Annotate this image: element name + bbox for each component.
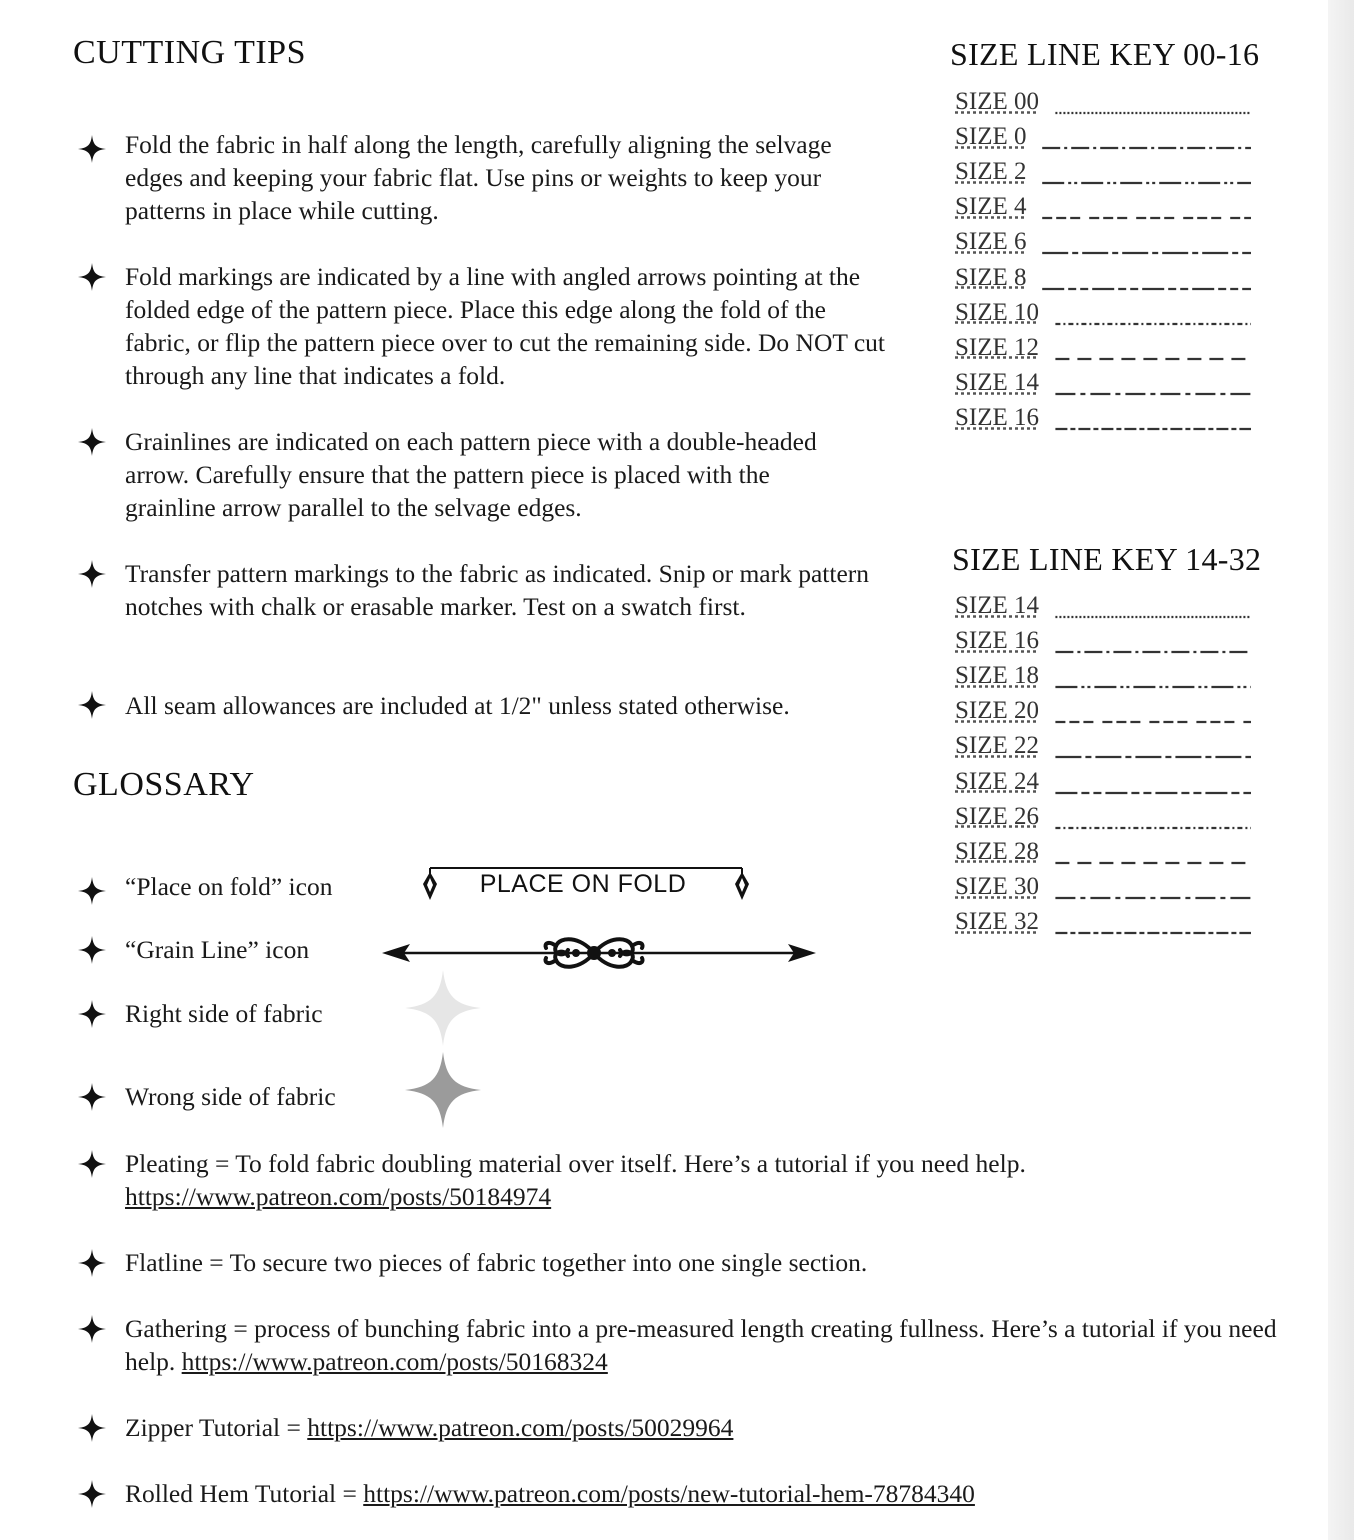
sparkle-bullet-icon	[77, 1479, 107, 1509]
term-text: Zipper Tutorial =	[125, 1413, 308, 1442]
size-key-title: SIZE LINE KEY 00-16	[950, 36, 1260, 72]
size-line-label: SIZE 18	[955, 662, 1040, 690]
size-line-label: SIZE 28	[955, 837, 1040, 865]
glossary-label: “Place on fold” icon	[125, 872, 333, 901]
size-line-label: SIZE 22	[955, 732, 1040, 760]
size-line-row	[955, 191, 1255, 226]
sparkle-bullet-icon	[77, 935, 107, 965]
sparkle-bullet-icon	[77, 690, 107, 720]
size-line-row	[955, 766, 1255, 801]
cutting-tip: Grainlines are indicated on each pattern piece with a double-headed arrow. Carefully ensure that the pattern piece is placed with the grainline arrow parallel to the selvage edges.	[125, 427, 817, 522]
glossary-term	[125, 1147, 1135, 1213]
size-line-label: SIZE 12	[955, 333, 1040, 361]
sparkle-bullet-icon	[77, 262, 107, 292]
size-line-row	[955, 801, 1255, 836]
size-line-label: SIZE 24	[955, 767, 1040, 795]
glossary-term	[125, 1312, 1285, 1378]
size-line-row	[955, 262, 1255, 297]
size-key-title: SIZE LINE KEY 14-32	[952, 541, 1262, 577]
pleating-tutorial-link[interactable]: https://www.patreon.com/posts/50184974	[125, 1182, 552, 1211]
size-line-row	[955, 297, 1255, 332]
size-line-row	[955, 660, 1255, 695]
sparkle-bullet-icon	[77, 427, 107, 457]
sparkle-bullet-icon	[77, 1082, 107, 1112]
size-line-label: SIZE 20	[955, 697, 1040, 725]
term-text: Pleating = To fold fabric doubling material over itself. Here’s a tutorial if you need help.	[125, 1149, 1026, 1178]
rolled-hem-tutorial-link[interactable]: https://www.patreon.com/posts/new-tutorial-hem-78784340	[363, 1479, 975, 1508]
cutting-tip: Fold the fabric in half along the length, carefully aligning the selvage edges and keeping your fabric flat. Use pins or weights to keep your patterns in place while cutting.	[125, 130, 832, 225]
right-side-fabric-star-icon	[405, 970, 481, 1046]
size-line-label: SIZE 6	[955, 228, 1027, 256]
size-line-label: SIZE 30	[955, 872, 1040, 900]
sparkle-bullet-icon	[77, 134, 107, 164]
place-on-fold-icon	[418, 856, 758, 916]
term-text: Gathering = process of bunching fabric into a pre-measured length creating fullness. Here’s a tutorial if you need help.	[125, 1314, 1277, 1376]
sparkle-bullet-icon	[77, 1149, 107, 1179]
size-line-row	[955, 906, 1255, 941]
place-on-fold-text: PLACE ON FOLD	[479, 870, 687, 898]
size-line-row	[955, 695, 1255, 730]
size-line-row	[955, 730, 1255, 765]
size-line-row	[955, 226, 1255, 261]
size-line-label: SIZE 2	[955, 158, 1027, 186]
glossary-term	[125, 1411, 1275, 1444]
scrollbar[interactable]	[1328, 0, 1354, 1540]
zipper-tutorial-link[interactable]: https://www.patreon.com/posts/50029964	[307, 1413, 734, 1442]
size-line-key-list	[955, 590, 1255, 942]
glossary-title: GLOSSARY	[73, 766, 255, 803]
size-line-label: SIZE 14	[955, 368, 1040, 396]
size-line-row	[955, 871, 1255, 906]
glossary-term: Flatline = To secure two pieces of fabric together into one single section.	[125, 1248, 868, 1277]
glossary-term	[125, 1477, 1275, 1510]
sparkle-bullet-icon	[77, 1314, 107, 1344]
sparkle-bullet-icon	[77, 876, 107, 906]
glossary-label: Right side of fabric	[125, 999, 323, 1028]
cutting-tip: Transfer pattern markings to the fabric as indicated. Snip or mark pattern notches with chalk or erasable marker. Test on a swatch first.	[125, 559, 870, 621]
gathering-tutorial-link[interactable]: https://www.patreon.com/posts/50168324	[181, 1347, 608, 1376]
sparkle-bullet-icon	[77, 1413, 107, 1443]
size-line-label: SIZE 16	[955, 403, 1040, 431]
size-line-label: SIZE 00	[955, 88, 1040, 115]
cutting-tips-title: CUTTING TIPS	[73, 34, 306, 71]
cutting-tip: All seam allowances are included at 1/2" unless stated otherwise.	[125, 691, 790, 720]
size-line-row	[955, 121, 1255, 156]
size-line-row	[955, 402, 1255, 437]
cutting-tip: Fold markings are indicated by a line with angled arrows pointing at the folded edge of the pattern piece. Place this edge along the fold of the fabric, or flip the pattern piece over to cut the remaining side. Do NOT cut through any line that indicates a fold.	[125, 262, 886, 390]
size-line-label: SIZE 26	[955, 802, 1040, 830]
sparkle-bullet-icon	[77, 1248, 107, 1278]
wrong-side-fabric-star-icon	[405, 1052, 481, 1128]
size-line-label: SIZE 10	[955, 298, 1040, 326]
glossary-label: “Grain Line” icon	[125, 935, 310, 964]
size-line-label: SIZE 8	[955, 263, 1027, 291]
sparkle-bullet-icon	[77, 999, 107, 1029]
size-line-key-list	[955, 86, 1255, 438]
term-text: Rolled Hem Tutorial =	[125, 1479, 364, 1508]
size-line-row	[955, 156, 1255, 191]
size-line-label: SIZE 32	[955, 907, 1040, 935]
size-line-label: SIZE 0	[955, 123, 1027, 151]
size-line-row	[955, 86, 1255, 121]
size-line-row	[955, 332, 1255, 367]
size-line-row	[955, 836, 1255, 871]
size-line-row	[955, 367, 1255, 402]
sparkle-bullet-icon	[77, 559, 107, 589]
size-line-row	[955, 625, 1255, 660]
size-line-row	[955, 590, 1255, 625]
size-line-label: SIZE 14	[955, 592, 1040, 619]
size-line-label: SIZE 16	[955, 627, 1040, 655]
size-line-label: SIZE 4	[955, 193, 1027, 221]
glossary-label: Wrong side of fabric	[125, 1082, 336, 1111]
